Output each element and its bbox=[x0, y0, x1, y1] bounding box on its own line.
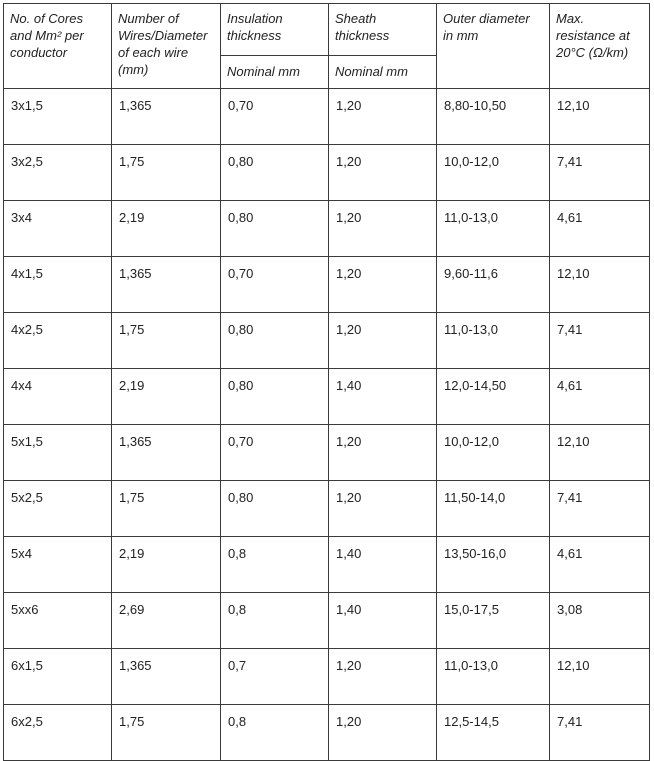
cell-outer-diameter: 12,0-14,50 bbox=[437, 369, 550, 425]
cell-cores: 5xx6 bbox=[4, 593, 112, 649]
table-row bbox=[4, 89, 650, 145]
cell-max-resistance: 12,10 bbox=[550, 89, 650, 145]
table-row bbox=[4, 257, 650, 313]
cell-max-resistance: 12,10 bbox=[550, 649, 650, 705]
cell-wires: 1,75 bbox=[112, 313, 221, 369]
header-wires: Number of Wires/Diameter of each wire (mm) bbox=[112, 4, 221, 89]
cell-sheath: 1,20 bbox=[329, 201, 437, 257]
cell-wires: 2,69 bbox=[112, 593, 221, 649]
cell-wires: 2,19 bbox=[112, 537, 221, 593]
cell-insulation: 0,80 bbox=[221, 369, 329, 425]
table-row bbox=[4, 145, 650, 201]
cell-outer-diameter: 13,50-16,0 bbox=[437, 537, 550, 593]
cell-max-resistance: 7,41 bbox=[550, 313, 650, 369]
cell-insulation: 0,80 bbox=[221, 481, 329, 537]
cell-insulation: 0,8 bbox=[221, 593, 329, 649]
cell-outer-diameter: 12,5-14,5 bbox=[437, 705, 550, 761]
header-row bbox=[4, 4, 650, 56]
cell-sheath: 1,20 bbox=[329, 145, 437, 201]
cell-sheath: 1,40 bbox=[329, 537, 437, 593]
cell-wires: 1,75 bbox=[112, 705, 221, 761]
cell-sheath: 1,20 bbox=[329, 649, 437, 705]
cell-insulation: 0,7 bbox=[221, 649, 329, 705]
table-body bbox=[4, 89, 650, 761]
cell-outer-diameter: 10,0-12,0 bbox=[437, 145, 550, 201]
cell-max-resistance: 12,10 bbox=[550, 257, 650, 313]
cell-cores: 5x4 bbox=[4, 537, 112, 593]
cell-sheath: 1,20 bbox=[329, 313, 437, 369]
cell-max-resistance: 4,61 bbox=[550, 537, 650, 593]
cell-insulation: 0,8 bbox=[221, 705, 329, 761]
cell-sheath: 1,20 bbox=[329, 425, 437, 481]
header-insulation-nominal: Nominal mm bbox=[221, 56, 329, 89]
header-max-resistance: Max. resistance at 20°C (Ω/km) bbox=[550, 4, 650, 89]
cell-sheath: 1,20 bbox=[329, 481, 437, 537]
cell-cores: 6x1,5 bbox=[4, 649, 112, 705]
cell-insulation: 0,70 bbox=[221, 257, 329, 313]
table-row bbox=[4, 313, 650, 369]
cell-outer-diameter: 15,0-17,5 bbox=[437, 593, 550, 649]
header-cores: No. of Cores and Mm² per conductor bbox=[4, 4, 112, 89]
cell-outer-diameter: 11,0-13,0 bbox=[437, 649, 550, 705]
table-row bbox=[4, 649, 650, 705]
cell-outer-diameter: 11,0-13,0 bbox=[437, 201, 550, 257]
cell-wires: 1,75 bbox=[112, 145, 221, 201]
cell-outer-diameter: 8,80-10,50 bbox=[437, 89, 550, 145]
table-row bbox=[4, 481, 650, 537]
cell-sheath: 1,40 bbox=[329, 593, 437, 649]
cell-wires: 2,19 bbox=[112, 369, 221, 425]
cell-max-resistance: 3,08 bbox=[550, 593, 650, 649]
cell-wires: 1,365 bbox=[112, 649, 221, 705]
cell-max-resistance: 7,41 bbox=[550, 705, 650, 761]
cell-max-resistance: 7,41 bbox=[550, 481, 650, 537]
header-insulation: Insulation thickness bbox=[221, 4, 329, 56]
cell-wires: 1,365 bbox=[112, 257, 221, 313]
cell-outer-diameter: 10,0-12,0 bbox=[437, 425, 550, 481]
cell-sheath: 1,20 bbox=[329, 705, 437, 761]
cell-wires: 1,365 bbox=[112, 425, 221, 481]
cell-cores: 4x4 bbox=[4, 369, 112, 425]
cell-insulation: 0,80 bbox=[221, 313, 329, 369]
cell-insulation: 0,80 bbox=[221, 201, 329, 257]
cell-max-resistance: 4,61 bbox=[550, 369, 650, 425]
cell-wires: 2,19 bbox=[112, 201, 221, 257]
cell-outer-diameter: 11,0-13,0 bbox=[437, 313, 550, 369]
cell-insulation: 0,80 bbox=[221, 145, 329, 201]
table-row bbox=[4, 537, 650, 593]
cell-outer-diameter: 11,50-14,0 bbox=[437, 481, 550, 537]
cell-insulation: 0,8 bbox=[221, 537, 329, 593]
cell-wires: 1,365 bbox=[112, 89, 221, 145]
table-row bbox=[4, 201, 650, 257]
header-outer-diameter: Outer diameter in mm bbox=[437, 4, 550, 89]
cell-cores: 4x1,5 bbox=[4, 257, 112, 313]
cell-cores: 3x1,5 bbox=[4, 89, 112, 145]
cell-cores: 6x2,5 bbox=[4, 705, 112, 761]
cell-insulation: 0,70 bbox=[221, 89, 329, 145]
cell-max-resistance: 7,41 bbox=[550, 145, 650, 201]
cell-outer-diameter: 9,60-11,6 bbox=[437, 257, 550, 313]
cell-cores: 3x4 bbox=[4, 201, 112, 257]
cell-cores: 4x2,5 bbox=[4, 313, 112, 369]
table-row bbox=[4, 425, 650, 481]
table-row bbox=[4, 369, 650, 425]
cell-insulation: 0,70 bbox=[221, 425, 329, 481]
cable-spec-table bbox=[3, 3, 650, 761]
cell-max-resistance: 4,61 bbox=[550, 201, 650, 257]
cell-cores: 5x2,5 bbox=[4, 481, 112, 537]
table-row bbox=[4, 593, 650, 649]
cell-wires: 1,75 bbox=[112, 481, 221, 537]
cell-sheath: 1,40 bbox=[329, 369, 437, 425]
cell-max-resistance: 12,10 bbox=[550, 425, 650, 481]
header-sheath-nominal: Nominal mm bbox=[329, 56, 437, 89]
cell-cores: 5x1,5 bbox=[4, 425, 112, 481]
cell-sheath: 1,20 bbox=[329, 257, 437, 313]
cell-cores: 3x2,5 bbox=[4, 145, 112, 201]
cell-sheath: 1,20 bbox=[329, 89, 437, 145]
header-sheath: Sheath thickness bbox=[329, 4, 437, 56]
